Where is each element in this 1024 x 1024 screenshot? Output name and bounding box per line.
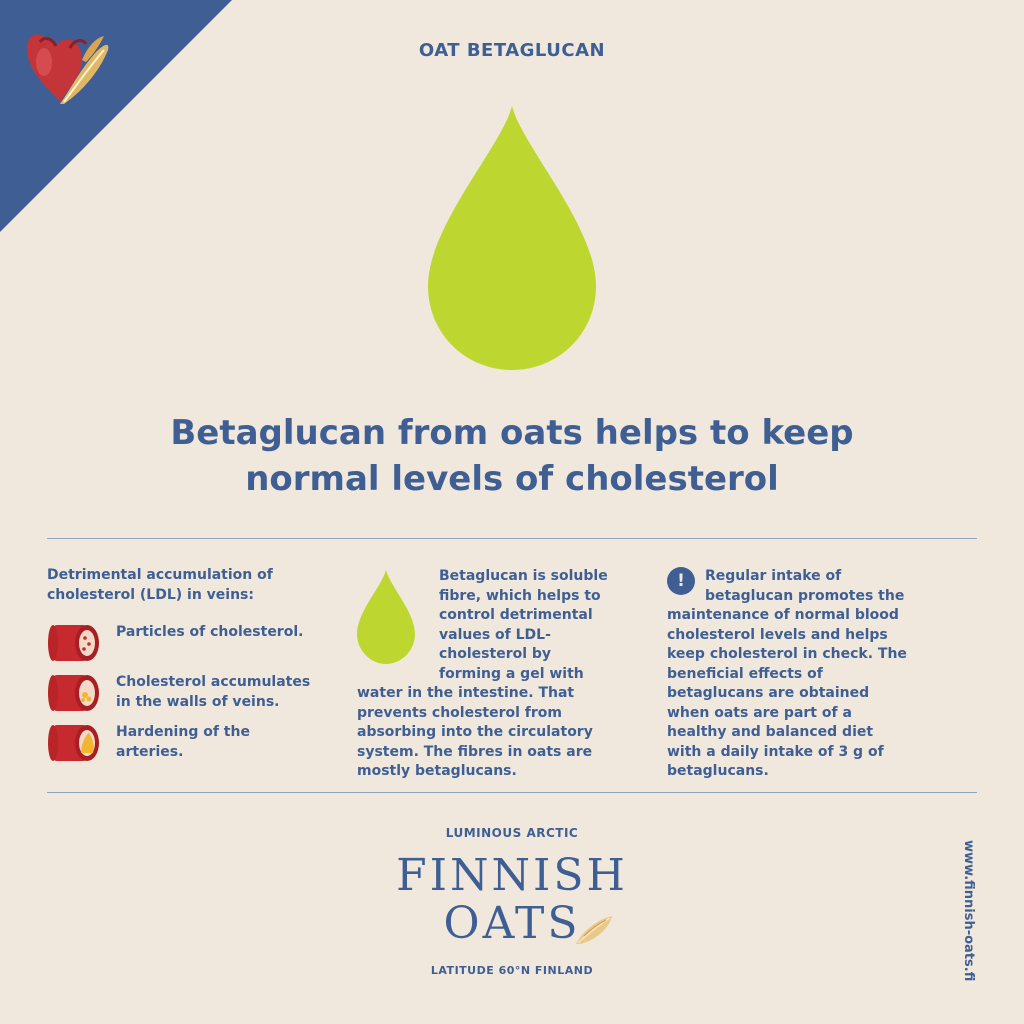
column-regular-intake (667, 567, 907, 782)
oat-grain-icon (572, 912, 616, 948)
vein-particles-icon (47, 623, 99, 663)
drop-icon-large (428, 106, 596, 370)
vein-particles-label: Particles of cholesterol. (116, 624, 304, 640)
website-text[interactable]: www.finnish-oats.fi (961, 840, 976, 982)
headline: Betaglucan from oats helps to keep normal levels of cholesterol (170, 413, 854, 499)
vein-accumulation-label: Cholesterol accumulates in the walls of veins. (116, 674, 311, 710)
divider-bottom (47, 792, 977, 793)
brand-tagline-bottom: LATITUDE 60°N FINLAND (430, 964, 594, 977)
vein-hardening-label: Hardening of the arteries. (116, 724, 250, 760)
website-link[interactable] (960, 840, 980, 980)
regular-intake-text: Regular intake of betaglucan promotes the maintenance of normal blood cholesterol levels and helps keep cholesterol in check. The beneficial effects of betaglucans are obtained when oats are part of a healthy and balanced diet with a daily intake of 3 g of betaglucans. (667, 568, 907, 779)
veins-intro-text: Detrimental accumulation of cholesterol (LDL) in veins: (47, 567, 273, 603)
corner-banner (0, 0, 232, 232)
column-betaglucan-fibre (357, 567, 617, 782)
vein-accumulation-icon (47, 673, 99, 713)
list-item (47, 723, 307, 773)
brand-tagline-top: LUMINOUS ARCTIC (445, 826, 579, 840)
page-title: OAT BETAGLUCAN (418, 40, 606, 61)
betaglucan-fibre-text: Betaglucan is soluble fibre, which helps to control detrimental values of LDL-cholesterol by forming a gel with water in the intestine. That prevents cholesterol from absorbing into the circulatory system. The fibres in oats are mostly betaglucans. (357, 568, 608, 779)
list-item (47, 623, 307, 673)
brand-logo (362, 852, 662, 948)
list-item (47, 673, 311, 723)
brand-name-line1: FINNISH (396, 850, 628, 901)
column-cholesterol-veins (47, 566, 311, 773)
exclamation-icon: ! (667, 567, 695, 595)
vein-hardening-icon (47, 723, 99, 763)
divider-top (47, 538, 977, 539)
brand-name-line2: OATS (443, 898, 581, 949)
drop-icon-small (357, 570, 415, 664)
